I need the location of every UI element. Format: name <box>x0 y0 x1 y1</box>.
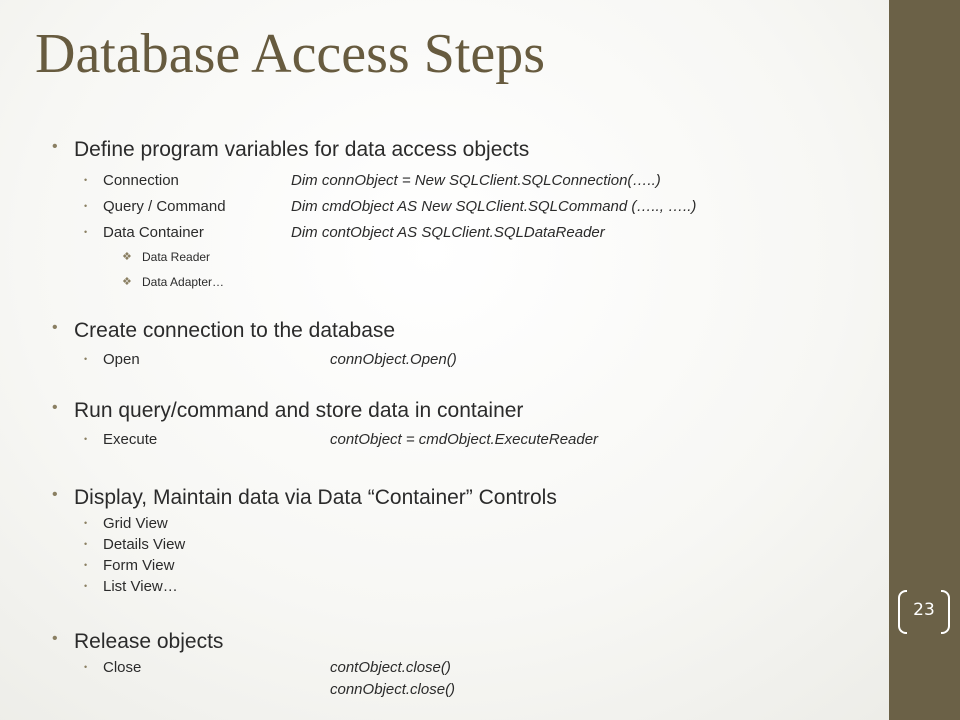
bullet-icon: • <box>52 630 58 647</box>
subbullet-label: Form View <box>103 557 175 574</box>
bullet-icon: • <box>52 319 58 336</box>
bullet-icon: • <box>84 662 88 672</box>
subsubbullet-text: Data Adapter… <box>142 275 225 289</box>
bullet-text: Run query/command and store data in container <box>74 399 524 422</box>
bullet-icon: • <box>52 486 58 503</box>
subbullet-label: Data Container <box>103 224 204 241</box>
bullet-icon: • <box>84 227 88 237</box>
bullet-text: Display, Maintain data via Data “Container” Controls <box>74 486 557 509</box>
bullet-icon: • <box>52 399 58 416</box>
bullet-icon: • <box>84 581 88 591</box>
bullet-icon: • <box>52 138 58 155</box>
subbullet-label: Grid View <box>103 515 168 532</box>
bullet-text: Release objects <box>74 630 224 653</box>
page-number: 23 <box>913 600 935 620</box>
bullet-text: Define program variables for data access objects <box>74 138 530 161</box>
code-text: contObject = cmdObject.ExecuteReader <box>330 431 599 448</box>
bullet-icon: • <box>84 175 88 185</box>
bullet-icon: • <box>84 539 88 549</box>
diamond-bullet-icon: ❖ <box>122 276 132 288</box>
code-text-continuation: connObject.close() <box>330 681 456 698</box>
subbullet-label: Query / Command <box>103 198 226 215</box>
subbullet-label: Details View <box>103 536 186 553</box>
code-text: contObject.close() <box>330 659 451 676</box>
subsubbullet-text: Data Reader <box>142 250 211 264</box>
code-text: Dim connObject = New SQLClient.SQLConnection(…..) <box>291 172 661 189</box>
bullet-icon: • <box>84 518 88 528</box>
subbullet-label: Connection <box>103 172 179 189</box>
subbullet-label: Open <box>103 351 140 368</box>
bullet-icon: • <box>84 434 88 444</box>
bullet-icon: • <box>84 201 88 211</box>
code-text: connObject.Open() <box>330 351 457 368</box>
code-text: Dim cmdObject AS New SQLClient.SQLCommand (….., …..) <box>291 198 697 215</box>
bullet-icon: • <box>84 354 88 364</box>
page-number-badge <box>898 590 950 636</box>
subbullet-label: Close <box>103 659 142 676</box>
bullet-icon: • <box>84 560 88 570</box>
bullet-text: Create connection to the database <box>74 319 396 342</box>
code-text: Dim contObject AS SQLClient.SQLDataReader <box>291 224 605 241</box>
diamond-bullet-icon: ❖ <box>122 251 132 263</box>
subbullet-label: Execute <box>103 431 158 448</box>
subbullet-label: List View… <box>103 578 178 595</box>
slide-title: Database Access Steps <box>35 23 546 85</box>
